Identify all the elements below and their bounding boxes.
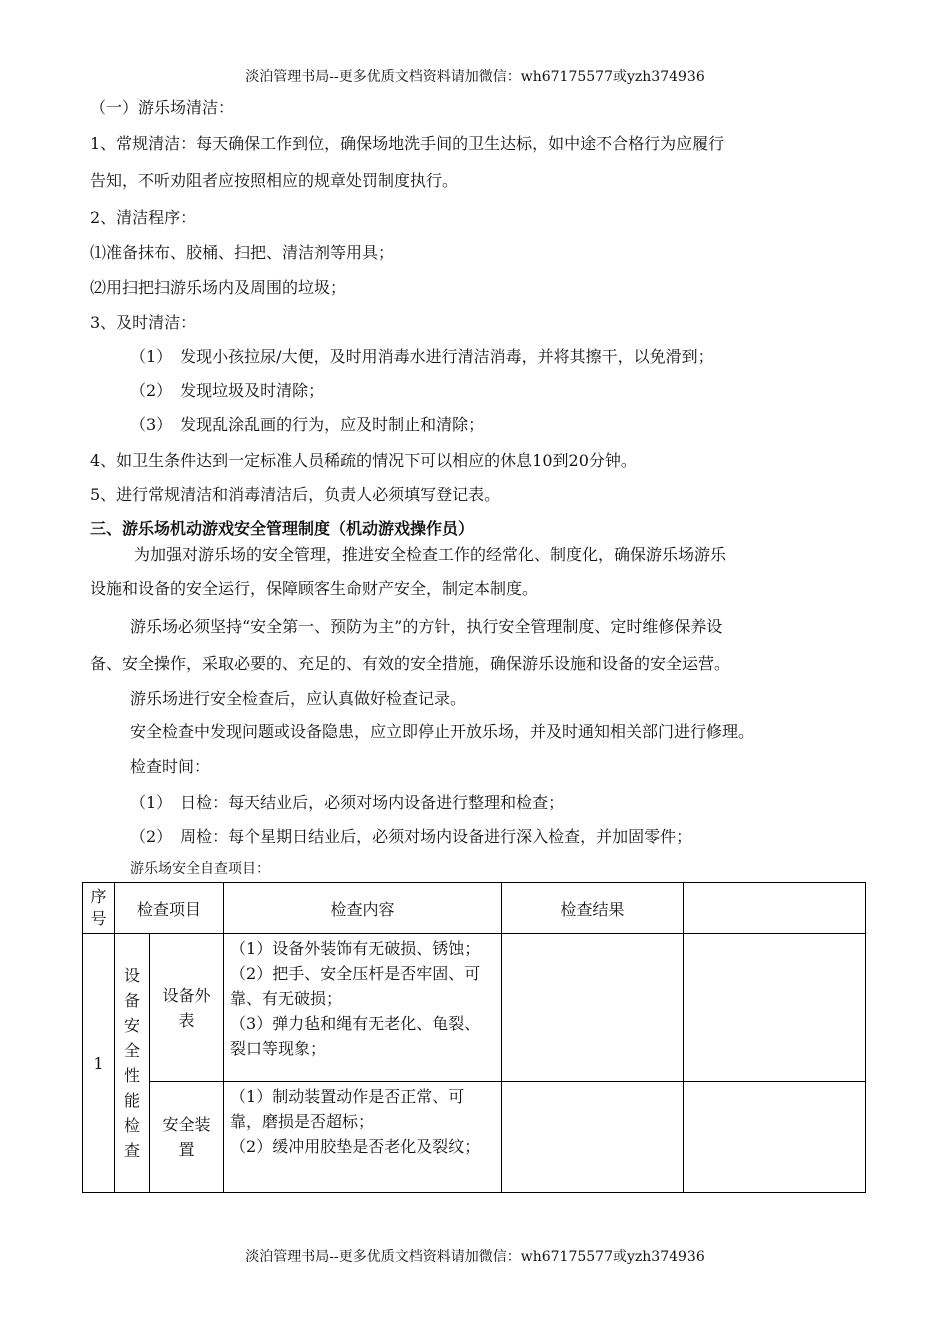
table-row <box>83 934 866 1082</box>
section-title-cleaning: （一）游乐场清洁： <box>90 98 235 117</box>
paragraph-line: 备、安全操作，采取必要的、充足的、有效的安全措施，确保游乐设施和设备的安全运营。 <box>90 654 731 673</box>
extra-cell[interactable] <box>684 934 866 1082</box>
paragraph-line: 游乐场进行安全检查后，应认真做好检查记录。 <box>130 689 467 708</box>
sub-item-content <box>224 1082 502 1193</box>
row-category: 设备安全性能检查 <box>115 934 150 1193</box>
result-cell[interactable] <box>502 1082 684 1193</box>
paragraph-line: 告知，不听劝阻者应按照相应的规章处罚制度执行。 <box>90 171 459 190</box>
paragraph-line: 设施和设备的安全运行，保障顾客生命财产安全，制定本制度。 <box>90 579 539 598</box>
list-item: （1） 日检：每天结业后，必须对场内设备进行整理和检查； <box>130 793 565 812</box>
content-line: （1）设备外装饰有无破损、锈蚀； <box>230 939 481 958</box>
header-seq: 序号 <box>83 883 115 934</box>
row-seq: 1 <box>83 934 115 1193</box>
table-row <box>83 1082 866 1193</box>
content-line: （1）制动装置动作是否正常、可靠，磨损是否超标； <box>230 1087 465 1131</box>
header-content: 检查内容 <box>224 883 502 934</box>
sub-item-name: 安全装置 <box>150 1082 224 1193</box>
result-cell[interactable] <box>502 934 684 1082</box>
page-header: 淡泊管理书局--更多优质文档资料请加微信：wh67175577或yzh374936 <box>245 69 705 85</box>
header-extra <box>684 883 866 934</box>
list-item: （2） 发现垃圾及时清除； <box>130 381 325 400</box>
paragraph-line: 2、清洁程序： <box>90 208 197 227</box>
list-item: （2） 周检：每个星期日结业后，必须对场内设备进行深入检查，并加固零件； <box>130 827 693 846</box>
page-footer: 淡泊管理书局--更多优质文档资料请加微信：wh67175577或yzh374936 <box>245 1249 705 1265</box>
paragraph-line: 5、进行常规清洁和消毒清洁后，负责人必须填写登记表。 <box>90 485 501 504</box>
paragraph-line: 4、如卫生条件达到一定标准人员稀疏的情况下可以相应的休息10到20分钟。 <box>90 451 637 470</box>
header-result: 检查结果 <box>502 883 684 934</box>
content-line: （2）缓冲用胶垫是否老化及裂纹； <box>230 1137 481 1156</box>
paragraph-line: 安全检查中发现问题或设备隐患，应立即停止开放乐场，并及时通知相关部门进行修理。 <box>130 722 755 741</box>
content-line: （3）弹力毡和绳有无老化、龟裂、裂口等现象； <box>230 1014 481 1058</box>
paragraph-line: 3、及时清洁： <box>90 313 197 332</box>
content-line: （2）把手、安全压杆是否牢固、可靠、有无破损； <box>230 964 481 1008</box>
paragraph-line: 检查时间： <box>130 757 211 776</box>
section-heading: 三、游乐场机动游戏安全管理制度（机动游戏操作员） <box>90 519 475 538</box>
sub-item-content <box>224 934 502 1082</box>
table-caption: 游乐场安全自查项目： <box>130 861 270 877</box>
extra-cell[interactable] <box>684 1082 866 1193</box>
paragraph-line: ⑴准备抹布、胶桶、扫把、清洁剂等用具； <box>90 243 395 262</box>
sub-item-name: 设备外表 <box>150 934 224 1082</box>
inspection-table <box>82 882 866 1193</box>
paragraph-line: 游乐场必须坚持“安全第一、预防为主”的方针，执行安全管理制度、定时维修保养设 <box>130 617 723 636</box>
header-item: 检查项目 <box>115 883 224 934</box>
paragraph-line: 1、常规清洁：每天确保工作到位，确保场地洗手间的卫生达标，如中途不合格行为应履行 <box>90 134 725 153</box>
list-item: （3） 发现乱涂乱画的行为，应及时制止和清除； <box>130 415 485 434</box>
paragraph-line: ⑵用扫把扫游乐场内及周围的垃圾； <box>90 278 347 297</box>
paragraph-line: 为加强对游乐场的安全管理，推进安全检查工作的经常化、制度化，确保游乐场游乐 <box>134 545 727 564</box>
list-item: （1） 发现小孩拉尿/大便，及时用消毒水进行清洁消毒，并将其擦干，以免滑到； <box>130 347 714 366</box>
table-header-row <box>83 883 866 934</box>
